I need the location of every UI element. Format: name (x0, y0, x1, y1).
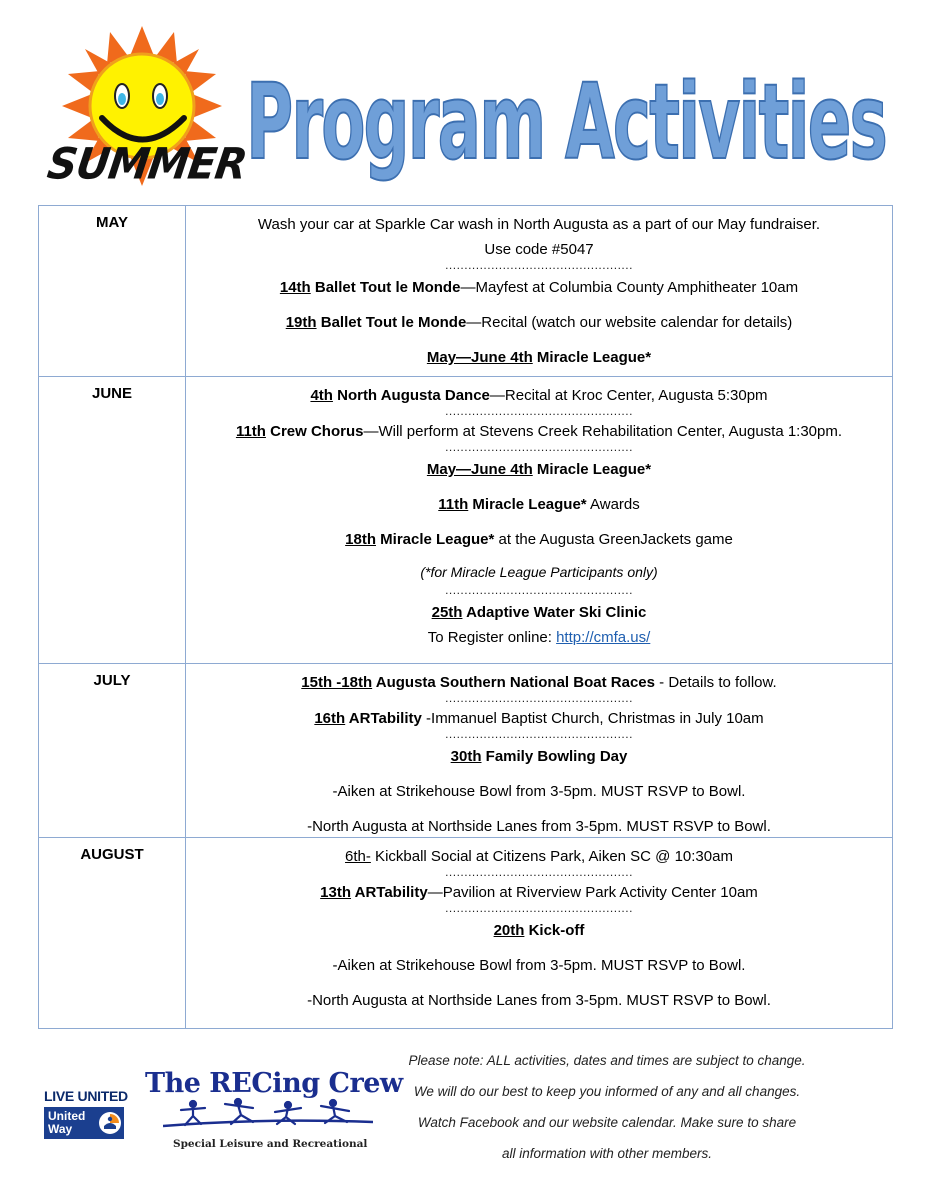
note-line: Please note: ALL activities, dates and times are subject to change. (408, 1053, 806, 1068)
united-way-badge (44, 1107, 124, 1139)
row-june (39, 376, 892, 663)
event: 4th North Augusta Dance—Recital at Kroc Center, Augusta 5:30pm (310, 387, 768, 404)
event: 18th Miracle League* at the Augusta GreenJackets game (345, 531, 733, 548)
event: 6th- Kickball Social at Citizens Park, Aiken SC @ 10:30am (345, 848, 733, 865)
fundraiser-code: Use code #5047 (484, 241, 594, 258)
note-line: We will do our best to keep you informed of any and all changes. (413, 1084, 801, 1099)
dotted-separator: ................................................. (445, 404, 633, 418)
recing-crew-title: The RECing Crew (145, 1068, 403, 1099)
dotted-separator: ................................................. (445, 691, 633, 705)
register-line: To Register online: http://cmfa.us/ (427, 629, 651, 646)
live-united-logo (44, 1088, 128, 1139)
dancers-icon (163, 1096, 373, 1136)
recing-crew-subtitle: Special Leisure and Recreational (173, 1138, 368, 1150)
united-way-text: United Way (48, 1109, 86, 1136)
fundraiser-text: Wash your car at Sparkle Car wash in North Augusta as a part of our May fundraiser. (257, 216, 821, 233)
page-title (238, 30, 898, 215)
month-june: JUNE (39, 377, 186, 663)
row-july (39, 663, 892, 837)
event: May—June 4th Miracle League* (426, 349, 652, 366)
kickoff-aiken: -Aiken at Strikehouse Bowl from 3-5pm. MUST RSVP to Bowl. (332, 957, 746, 974)
recing-crew-logo (145, 1068, 403, 1158)
dotted-separator: ................................................. (445, 258, 633, 272)
events-july (186, 664, 892, 837)
participants-note: (*for Miracle League Participants only) (420, 564, 658, 580)
event: 30th Family Bowling Day (450, 748, 628, 765)
event: 20th Kick-off (493, 922, 585, 939)
events-may (186, 206, 892, 376)
dotted-separator: ................................................. (445, 440, 633, 454)
row-august (39, 837, 892, 1028)
kickoff-north-augusta: -North Augusta at Northside Lanes from 3-5pm. MUST RSVP to Bowl. (307, 992, 771, 1009)
page-title-text: Program Activities (246, 61, 886, 183)
event: May—June 4th Miracle League* (426, 461, 652, 478)
header (0, 0, 927, 205)
summer-label: SUMMER (44, 138, 250, 190)
united-way-hand-icon (98, 1111, 122, 1135)
note-line: Watch Facebook and our website calendar. Make sure to share (417, 1115, 797, 1130)
live-united-text: LIVE UNITED (44, 1088, 128, 1104)
month-august: AUGUST (39, 838, 186, 1028)
events-august (186, 838, 892, 1028)
event: 14th Ballet Tout le Monde—Mayfest at Columbia County Amphitheater 10am (279, 279, 799, 296)
row-may (39, 206, 892, 376)
dotted-separator: ................................................. (445, 727, 633, 741)
event: 16th ARTability -Immanuel Baptist Church, Christmas in July 10am (314, 710, 764, 727)
event: 13th ARTability—Pavilion at Riverview Park Activity Center 10am (320, 884, 758, 901)
events-june (186, 377, 892, 663)
dotted-separator: ................................................. (445, 583, 633, 597)
event: 15th -18th Augusta Southern National Boat Races - Details to follow. (301, 674, 777, 691)
dotted-separator: ................................................. (445, 901, 633, 915)
bowling-aiken: -Aiken at Strikehouse Bowl from 3-5pm. MUST RSVP to Bowl. (332, 783, 746, 800)
event: 25th Adaptive Water Ski Clinic (431, 604, 647, 621)
dotted-separator: ................................................. (445, 865, 633, 879)
event: 11th Miracle League* Awards (438, 496, 640, 513)
event: 19th Ballet Tout le Monde—Recital (watch our website calendar for details) (285, 314, 793, 331)
month-july: JULY (39, 664, 186, 837)
register-link[interactable]: http://cmfa.us/ (556, 629, 651, 646)
bowling-north-augusta: -North Augusta at Northside Lanes from 3-5pm. MUST RSVP to Bowl. (307, 818, 771, 835)
footer-notes (392, 1048, 822, 1172)
month-may: MAY (39, 206, 186, 376)
note-line: all information with other members. (501, 1146, 713, 1161)
event: 11th Crew Chorus—Will perform at Stevens Creek Rehabilitation Center, Augusta 1:30pm. (235, 423, 843, 440)
schedule-table (38, 205, 893, 1029)
